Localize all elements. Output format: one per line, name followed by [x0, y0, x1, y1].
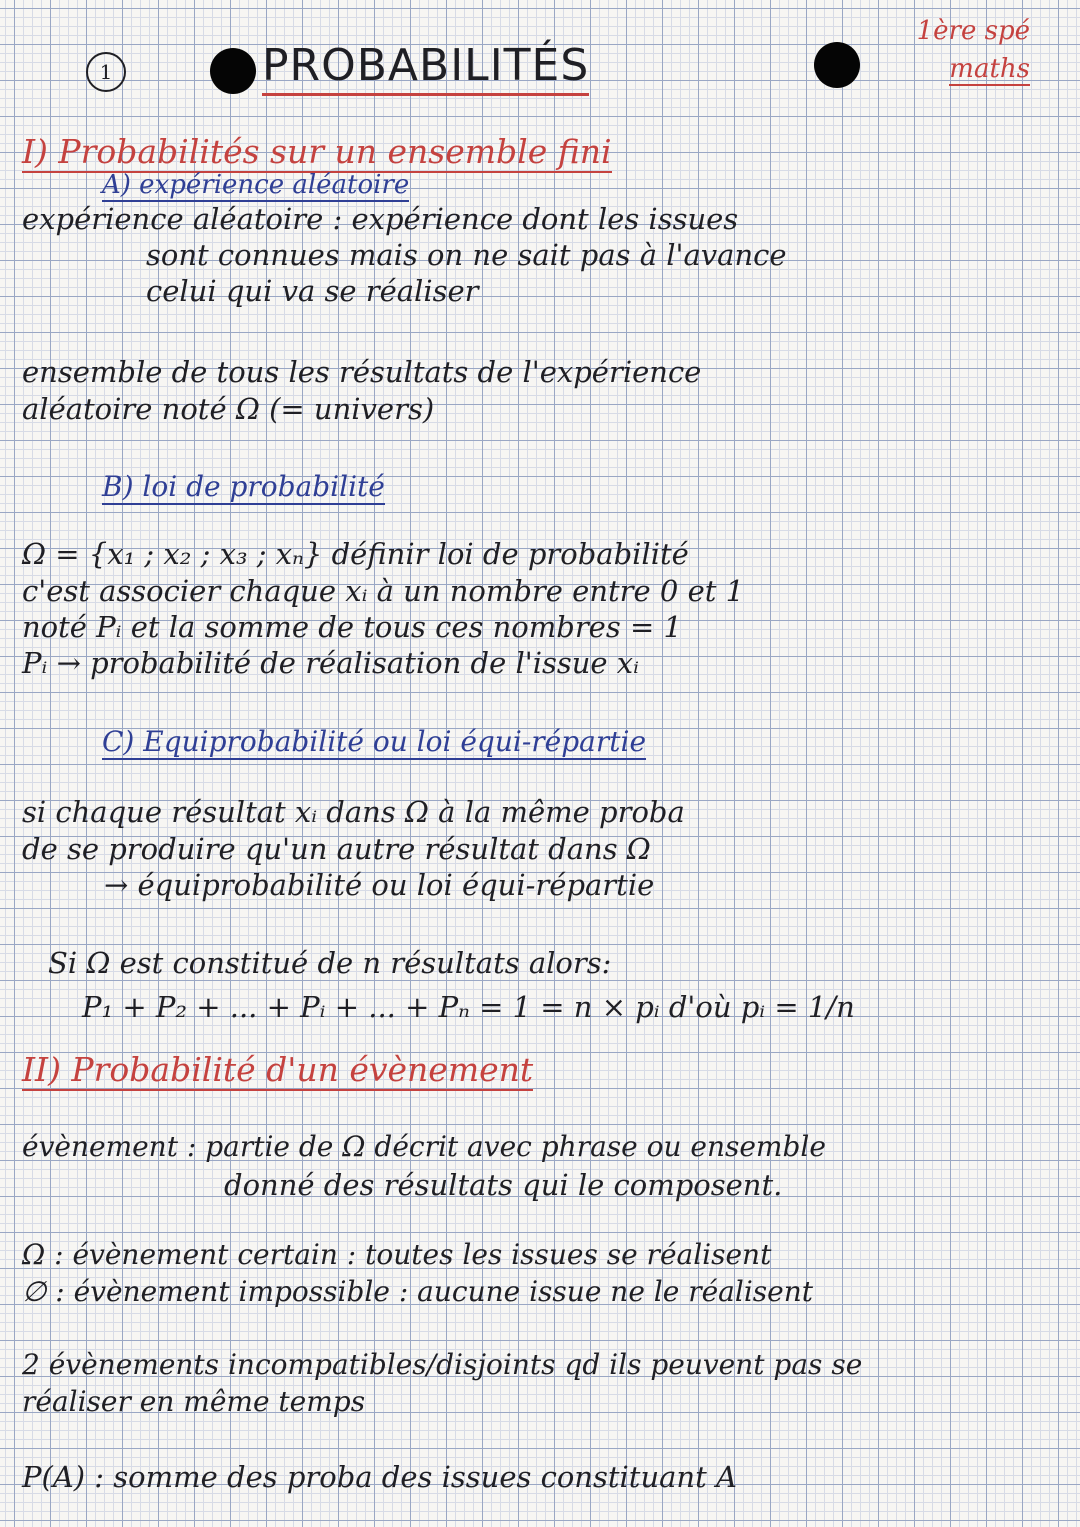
- section-2-line-2: donné des résultats qui le composent.: [224, 1168, 783, 1202]
- subsection-a-line-5: aléatoire noté Ω (= univers): [22, 392, 435, 426]
- subsection-b-heading: B) loi de probabilité: [102, 470, 385, 503]
- corner-note-line-2: maths: [949, 54, 1030, 84]
- subsection-c-line-1: si chaque résultat xᵢ dans Ω à la même proba: [22, 795, 685, 829]
- subsection-c-line-3: → équiprobabilité ou loi équi-répartie: [104, 868, 655, 902]
- subsection-b-line-3: noté Pᵢ et la somme de tous ces nombres = 1: [22, 610, 682, 644]
- subsection-c-line-2: de se produire qu'un autre résultat dans Ω: [22, 832, 651, 866]
- section-1-heading: I) Probabilités sur un ensemble fini: [22, 132, 612, 171]
- section-2-line-3: Ω : évènement certain : toutes les issues se réalisent: [22, 1238, 772, 1271]
- section-2-line-5: 2 évènements incompatibles/disjoints qd ils peuvent pas se: [22, 1348, 863, 1381]
- subsection-c-line-4: Si Ω est constitué de n résultats alors:: [48, 946, 612, 980]
- page-title: PROBABILITÉS: [262, 40, 589, 96]
- section-2-line-6: réaliser en même temps: [22, 1385, 366, 1418]
- section-2-line-4: ∅ : évènement impossible : aucune issue ne le réalisent: [22, 1275, 814, 1308]
- subsection-a-line-4: ensemble de tous les résultats de l'expérience: [22, 355, 702, 389]
- subsection-a-heading: A) expérience aléatoire: [102, 170, 410, 200]
- subsection-a-line-3: celui qui va se réaliser: [146, 274, 479, 308]
- subsection-c-heading: C) Equiprobabilité ou loi équi-répartie: [102, 725, 647, 758]
- corner-note-line-1: 1ère spé: [916, 16, 1030, 46]
- binder-hole-left: [210, 48, 256, 94]
- subsection-b-line-2: c'est associer chaque xᵢ à un nombre entre 0 et 1: [22, 574, 745, 608]
- section-2-line-1: évènement : partie de Ω décrit avec phrase ou ensemble: [22, 1130, 826, 1163]
- section-2-line-7: P(A) : somme des proba des issues constituant A: [22, 1460, 737, 1494]
- subsection-a-line-1: expérience aléatoire : expérience dont les issues: [22, 202, 739, 236]
- subsection-b-line-1: Ω = {x₁ ; x₂ ; x₃ ; xₙ} définir loi de probabilité: [22, 537, 689, 571]
- subsection-c-formula: P₁ + P₂ + ... + Pᵢ + ... + Pₙ = 1 = n × pᵢ d'où pᵢ = 1/n: [82, 990, 855, 1024]
- page-number: 1: [86, 52, 126, 92]
- subsection-b-line-4: Pᵢ → probabilité de réalisation de l'issue xᵢ: [22, 646, 639, 680]
- section-2-heading: II) Probabilité d'un évènement: [22, 1050, 534, 1089]
- subsection-a-line-2: sont connues mais on ne sait pas à l'avance: [146, 238, 787, 272]
- binder-hole-right: [814, 42, 860, 88]
